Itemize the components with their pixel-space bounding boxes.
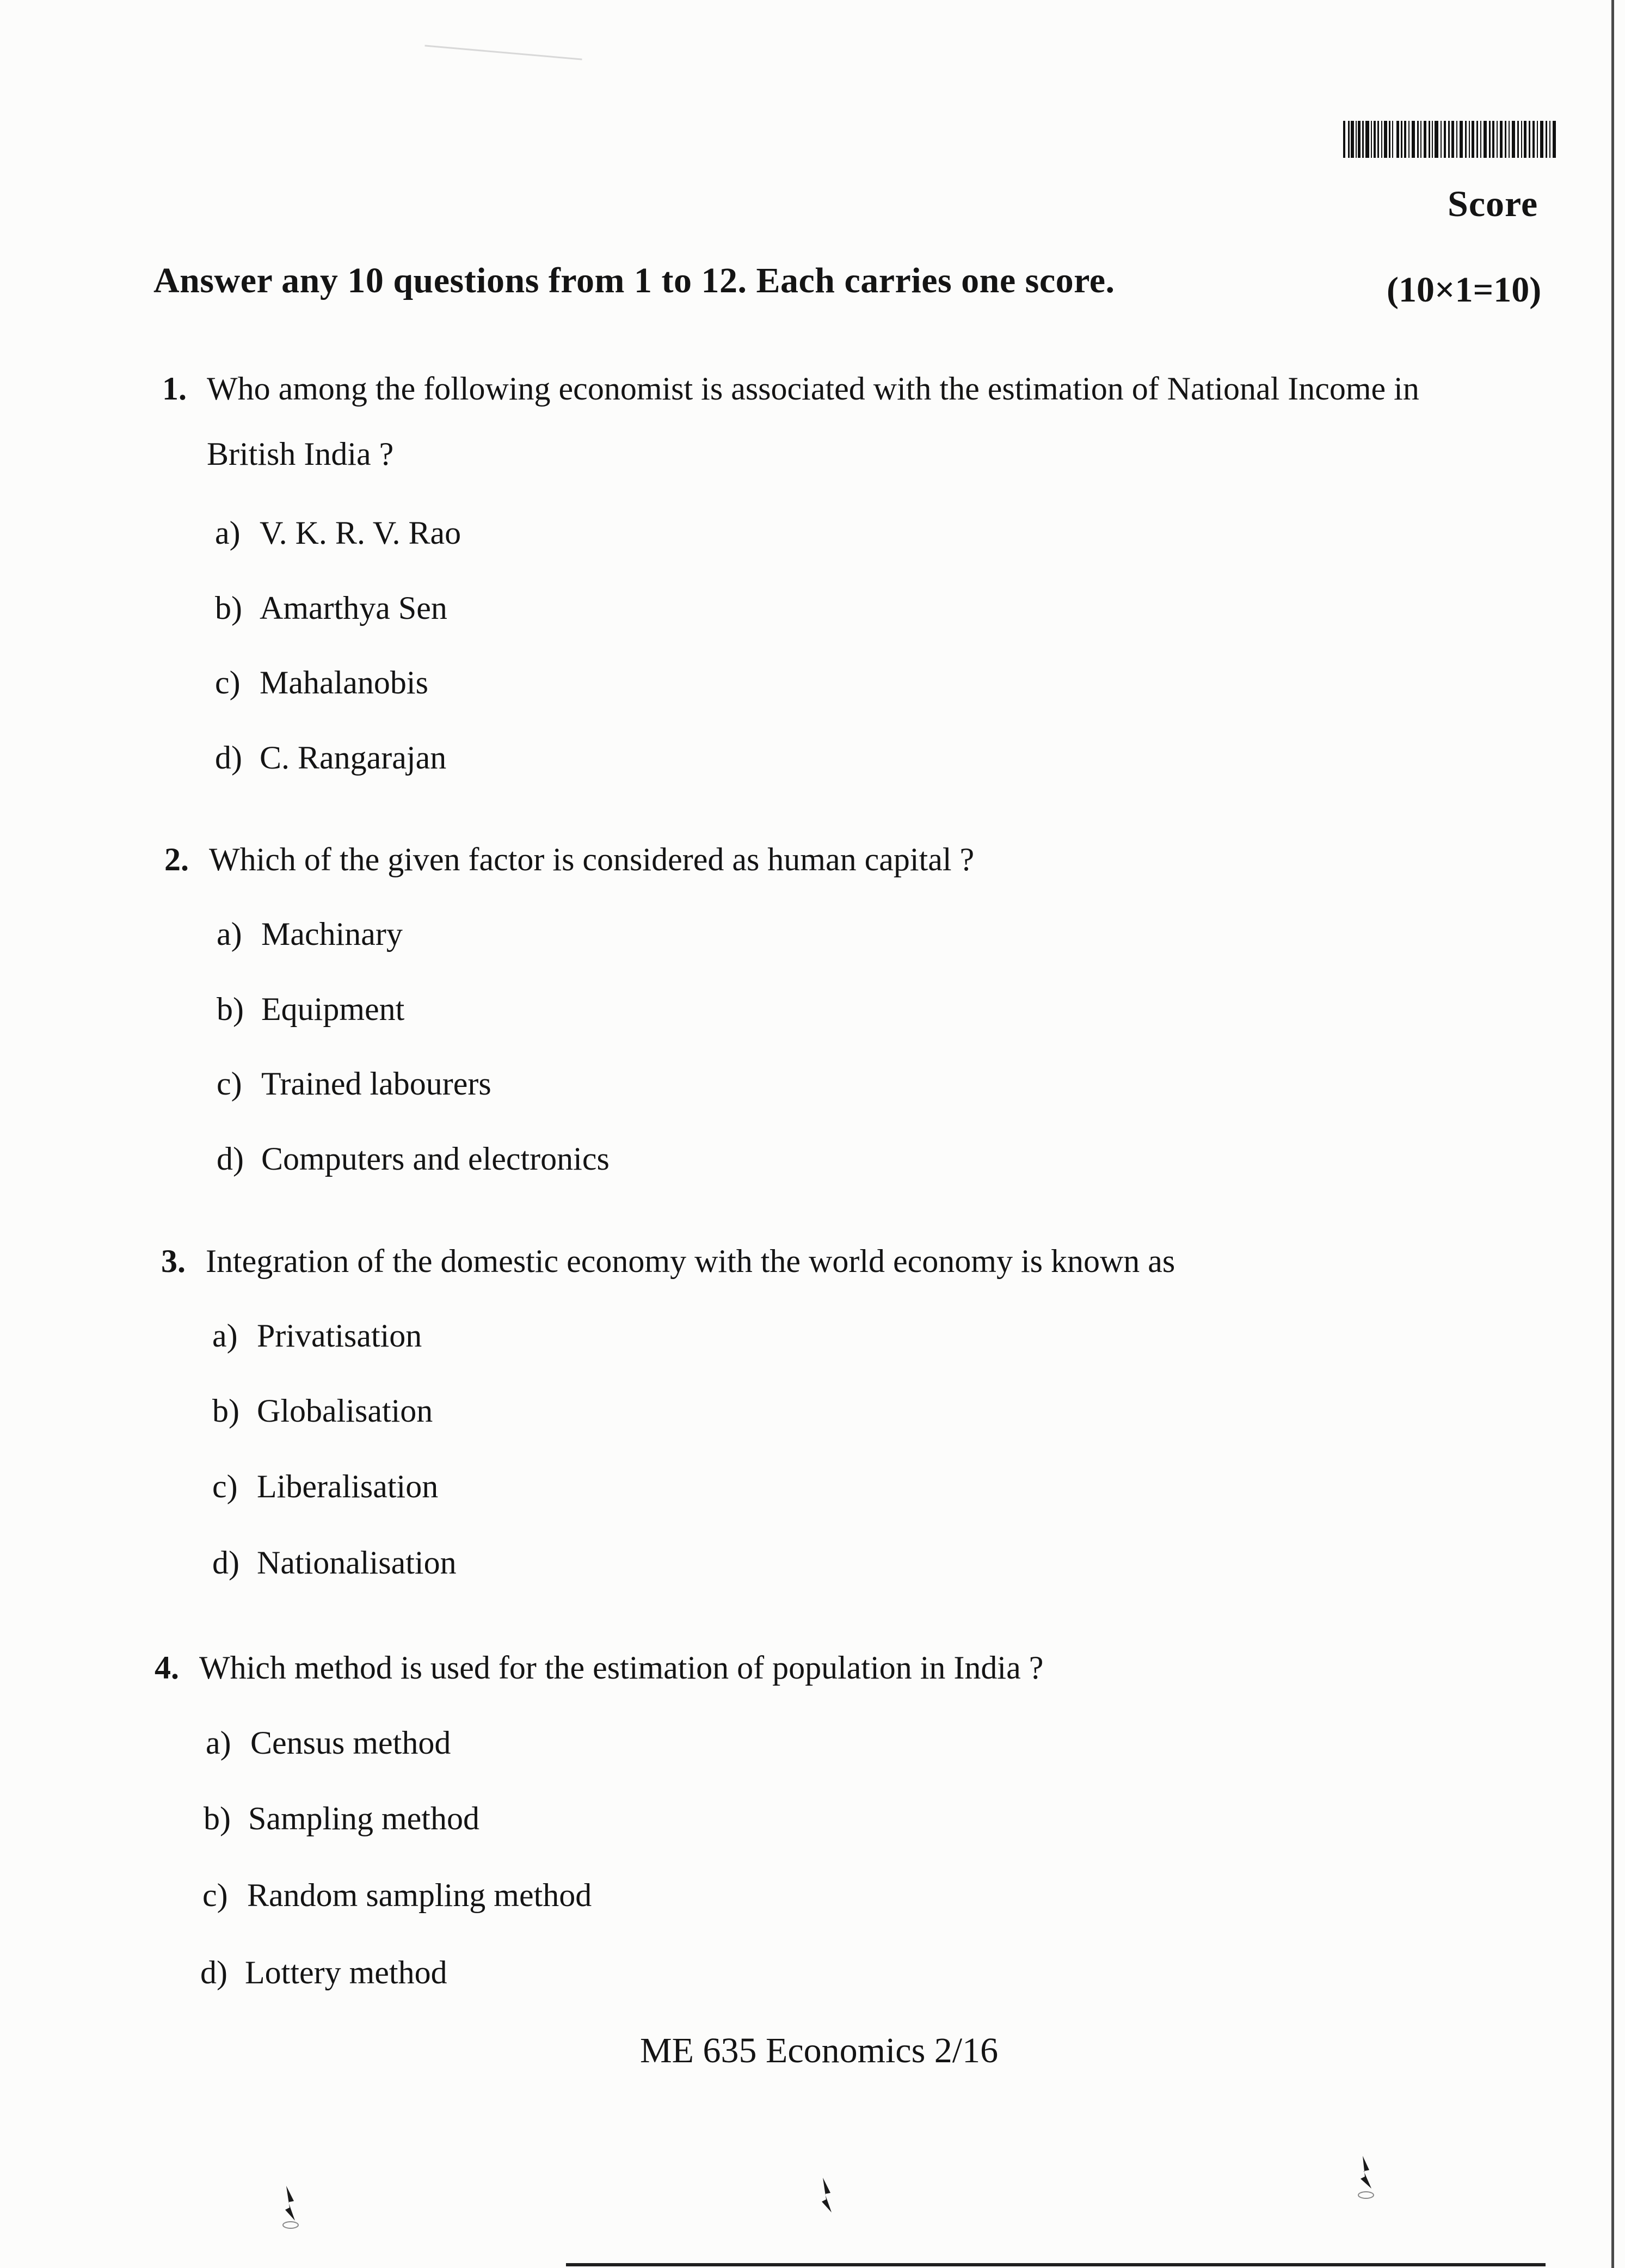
option-text: Lottery method bbox=[245, 1954, 447, 1990]
option-b bbox=[215, 589, 447, 627]
option-text: V. K. R. V. Rao bbox=[260, 515, 461, 551]
option-b bbox=[217, 991, 404, 1028]
question-text: Who among the following economist is associated with the estimation of National Income in bbox=[207, 371, 1419, 407]
section-marks: (10×1=10) bbox=[1387, 270, 1542, 310]
option-letter: a) bbox=[215, 515, 241, 551]
option-text: Liberalisation bbox=[257, 1468, 439, 1504]
question-text: Integration of the domestic economy with the world economy is known as bbox=[206, 1243, 1175, 1279]
option-d bbox=[200, 1954, 447, 1992]
option-letter: c) bbox=[212, 1468, 238, 1504]
option-a bbox=[217, 915, 403, 953]
option-text: Census method bbox=[250, 1725, 451, 1761]
option-letter: d) bbox=[217, 1141, 244, 1177]
stapler-pin-icon bbox=[815, 2174, 837, 2223]
option-letter: a) bbox=[206, 1725, 231, 1761]
option-b bbox=[204, 1800, 479, 1837]
option-c bbox=[212, 1468, 438, 1505]
stapler-pin-icon bbox=[1354, 2153, 1376, 2202]
option-text: Globalisation bbox=[257, 1393, 433, 1429]
option-letter: d) bbox=[200, 1954, 227, 1990]
scan-smudge bbox=[424, 45, 582, 60]
option-letter: b) bbox=[215, 590, 242, 626]
page-footer: ME 635 Economics 2/16 bbox=[640, 2031, 999, 2070]
question-text: Which of the given factor is considered as human capital ? bbox=[209, 841, 975, 877]
page-bottom-edge bbox=[566, 2263, 1546, 2266]
question-number: 2. bbox=[164, 841, 189, 877]
option-text: Mahalanobis bbox=[260, 665, 428, 700]
option-text: Computers and electronics bbox=[261, 1141, 610, 1177]
option-text: Equipment bbox=[261, 991, 405, 1027]
option-letter: d) bbox=[212, 1545, 239, 1581]
question-text: Which method is used for the estimation of population in India ? bbox=[199, 1650, 1044, 1686]
option-text: Machinary bbox=[261, 916, 403, 952]
question-number: 1. bbox=[162, 371, 187, 407]
stapler-pin-icon bbox=[279, 2183, 300, 2232]
option-text: Random sampling method bbox=[247, 1877, 592, 1913]
option-d bbox=[217, 1140, 610, 1178]
option-text: Privatisation bbox=[257, 1318, 422, 1354]
option-text: Nationalisation bbox=[257, 1545, 457, 1581]
option-a bbox=[215, 514, 461, 552]
option-letter: c) bbox=[202, 1877, 228, 1913]
question-number: 4. bbox=[155, 1650, 179, 1686]
option-text: Amarthya Sen bbox=[260, 590, 447, 626]
option-text: C. Rangarajan bbox=[260, 740, 447, 776]
barcode-icon bbox=[1343, 121, 1558, 158]
option-letter: b) bbox=[212, 1393, 239, 1429]
option-a bbox=[206, 1724, 451, 1762]
option-a bbox=[212, 1317, 422, 1355]
option-c bbox=[202, 1877, 592, 1914]
page-edge-shadow bbox=[1611, 0, 1614, 2268]
option-letter: d) bbox=[215, 740, 242, 776]
option-c bbox=[215, 664, 428, 702]
option-letter: b) bbox=[217, 991, 244, 1027]
option-d bbox=[212, 1544, 457, 1582]
option-text: Trained labourers bbox=[261, 1066, 491, 1102]
option-b bbox=[212, 1392, 433, 1430]
question-text-continued: British India ? bbox=[207, 436, 394, 472]
option-letter: c) bbox=[217, 1066, 242, 1102]
option-letter: a) bbox=[217, 916, 242, 952]
option-letter: a) bbox=[212, 1318, 238, 1354]
question-number: 3. bbox=[161, 1243, 186, 1279]
option-d bbox=[215, 739, 446, 777]
score-column-header: Score bbox=[1448, 183, 1538, 224]
section-instruction: Answer any 10 questions from 1 to 12. Each carries one score. bbox=[153, 261, 1115, 300]
option-text: Sampling method bbox=[248, 1800, 479, 1836]
option-letter: c) bbox=[215, 665, 241, 700]
option-c bbox=[217, 1065, 491, 1103]
option-letter: b) bbox=[204, 1800, 231, 1836]
